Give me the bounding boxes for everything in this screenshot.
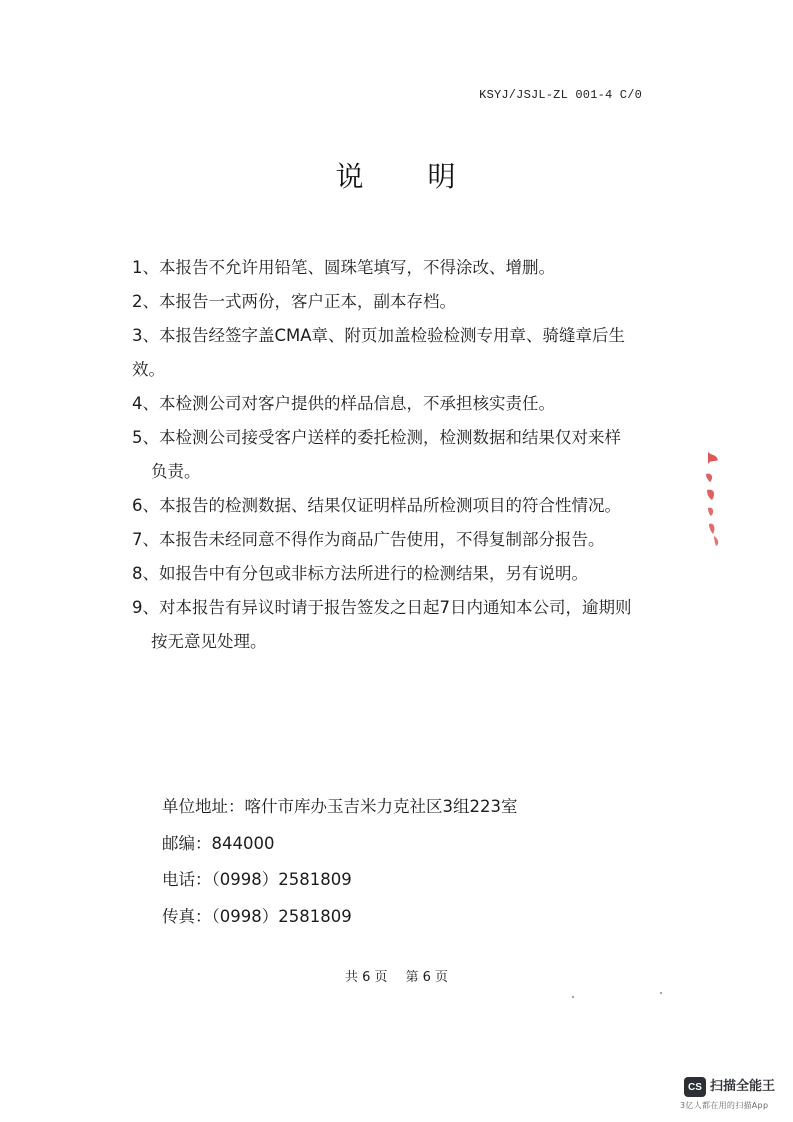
note-text: 本检测公司接受客户送样的委托检测，检测数据和结果仅对来样 [159, 428, 621, 447]
note-item [132, 421, 652, 489]
note-item [132, 285, 652, 319]
note-item [132, 523, 652, 557]
note-item [132, 319, 652, 387]
note-continuation: 负责。 [151, 462, 201, 481]
note-number: 1、 [132, 258, 159, 277]
note-item [132, 489, 652, 523]
total-pages: 共 6 页 [344, 970, 388, 985]
note-text: 本报告不允许用铅笔、圆珠笔填写，不得涂改、增删。 [159, 258, 555, 277]
note-item [132, 591, 652, 659]
note-item [132, 557, 652, 591]
title-char-1: 说 [335, 160, 366, 193]
note-number: 9、 [132, 598, 159, 617]
title-char-2: 明 [427, 160, 458, 193]
current-page: 第 6 页 [405, 970, 449, 985]
speck [660, 992, 662, 994]
note-text: 如报告中有分包或非标方法所进行的检测结果，另有说明。 [159, 564, 588, 583]
address-value: 喀什市库办玉吉米力克社区3组223室 [244, 797, 518, 816]
note-text: 本报告未经同意不得作为商品广告使用，不得复制部分报告。 [159, 530, 605, 549]
watermark-tagline: 3亿人都在用的扫描App [680, 1101, 769, 1110]
page-title [0, 155, 793, 195]
note-number: 4、 [132, 394, 159, 413]
note-number: 5、 [132, 428, 159, 447]
note-text: 对本报告有异议时请于报告签发之日起7日内通知本公司，逾期则 [159, 598, 632, 617]
address-label: 单位地址： [162, 797, 245, 816]
note-item [132, 251, 652, 285]
phone-value: （0998）2581809 [211, 870, 352, 889]
scanner-watermark [676, 1073, 788, 1117]
phone-label: 电话： [162, 870, 212, 889]
note-number: 6、 [132, 496, 159, 515]
watermark-name: 扫描全能王 [710, 1079, 776, 1094]
document-code: KSYJ/JSJL-ZL 001-4 C/0 [479, 88, 642, 102]
fax-value: （0998）2581809 [211, 906, 352, 926]
notes-list [132, 251, 652, 659]
note-number: 2、 [132, 292, 159, 311]
note-number: 7、 [132, 530, 159, 549]
address-line [162, 789, 518, 826]
speck [572, 996, 574, 998]
page-footer [0, 966, 793, 985]
note-text: 本检测公司对客户提供的样品信息，不承担核实责任。 [159, 394, 555, 413]
note-text: 本报告的检测数据、结果仅证明样品所检测项目的符合性情况。 [159, 496, 621, 515]
phone-line [162, 862, 518, 899]
postcode-label: 邮编： [162, 833, 212, 853]
fax-line [162, 899, 518, 936]
postcode-value: 844000 [211, 833, 275, 853]
note-item [132, 387, 652, 421]
fax-label: 传真： [162, 906, 212, 926]
camscanner-logo-icon: CS [684, 1077, 706, 1097]
note-number: 3、 [132, 326, 159, 345]
note-continuation: 按无意见处理。 [151, 632, 267, 651]
postcode-line [162, 826, 518, 863]
note-text: 本报告经签字盖CMA章、附页加盖检验检测专用章、骑缝章后生效。 [132, 326, 626, 379]
seal-stamp-icon [702, 448, 724, 548]
note-text: 本报告一式两份，客户正本，副本存档。 [159, 292, 456, 311]
note-number: 8、 [132, 564, 159, 583]
contact-block [162, 789, 518, 935]
